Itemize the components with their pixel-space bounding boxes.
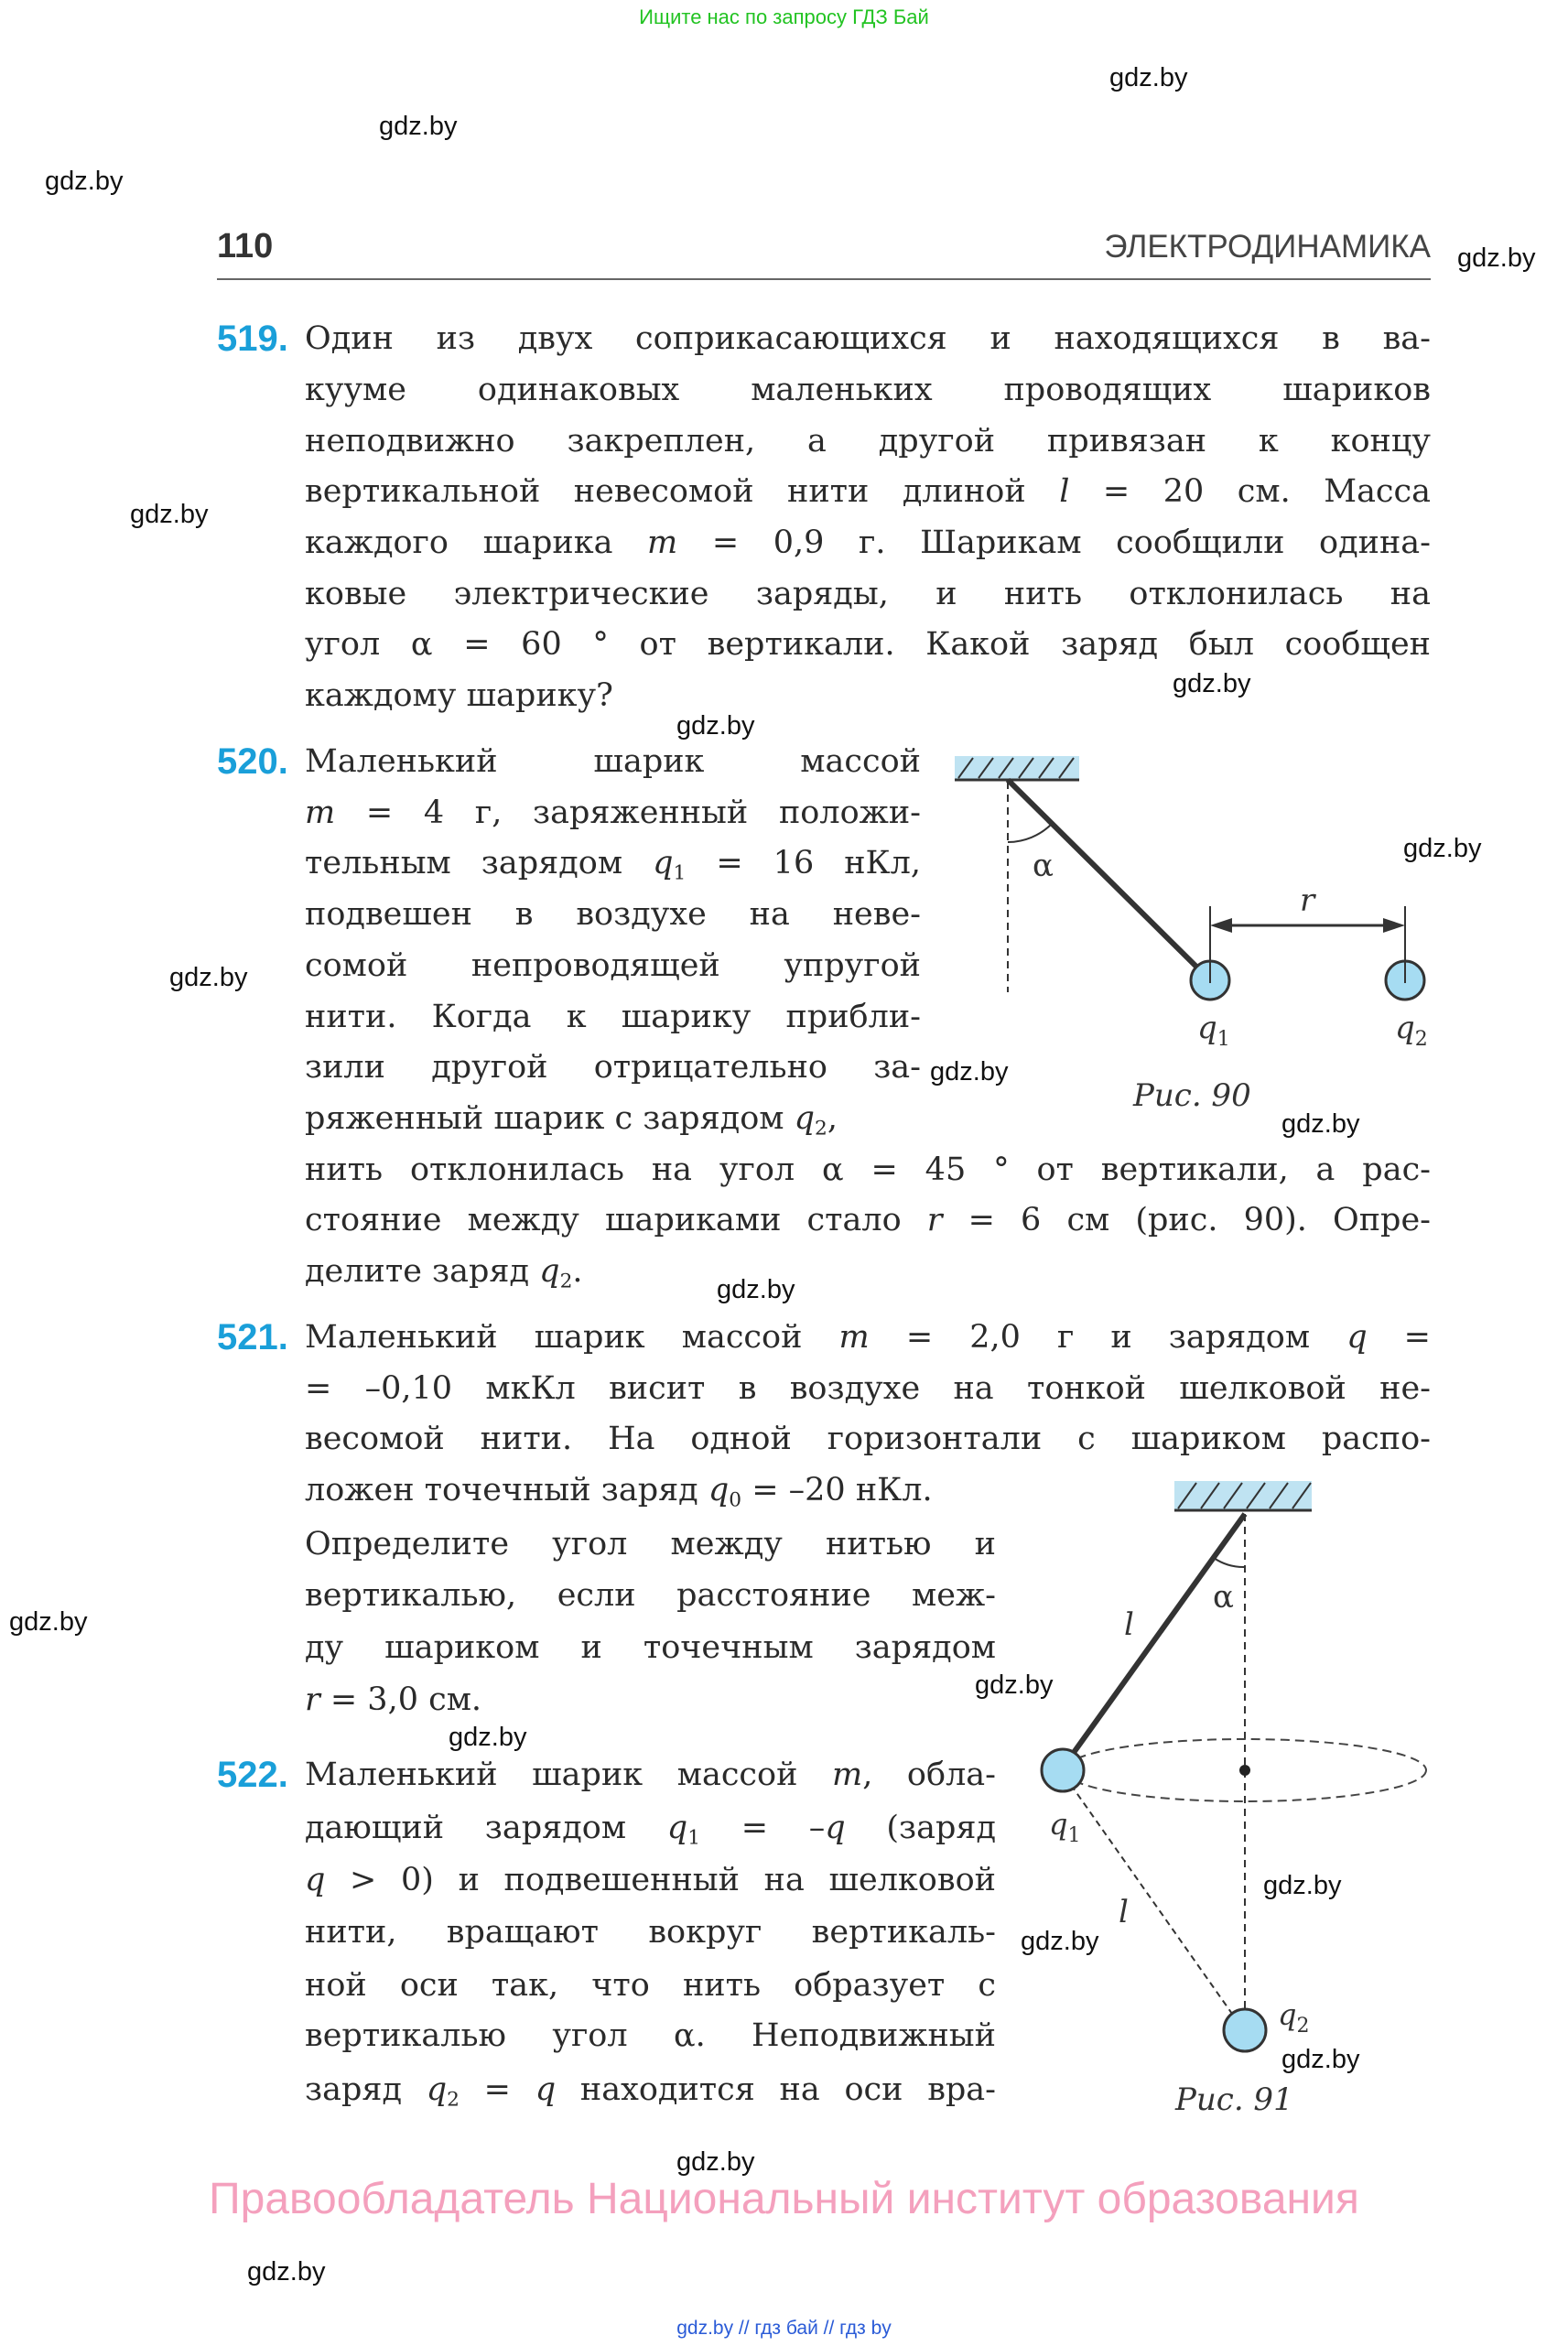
watermark: gdz.by bbox=[717, 1275, 795, 1304]
page-number: 110 bbox=[217, 227, 274, 265]
problem-text-line: зили другой отрицательно за- bbox=[305, 1049, 921, 1086]
distance-label: r bbox=[1300, 882, 1315, 919]
alpha-label: α bbox=[1213, 1579, 1234, 1616]
copyright-footer: Правообладатель Национальный институт образования bbox=[209, 2175, 1359, 2223]
problem-text-line: угол α = 60 ° от вертикали. Какой заряд был сообщен bbox=[305, 626, 1431, 663]
problem-text-line: Маленький шарик массой bbox=[305, 743, 921, 780]
watermark: gdz.by bbox=[1173, 669, 1251, 698]
problem-number: 521. bbox=[217, 1317, 288, 1357]
watermark: gdz.by bbox=[1263, 1871, 1342, 1900]
problem-text-line: r = 3,0 см. bbox=[305, 1681, 482, 1718]
problem-text-line: кууме одинаковых маленьких проводящих шариков bbox=[305, 372, 1431, 408]
problem-text-line: вертикальной невесомой нити длиной l = 20 см. Масса bbox=[305, 473, 1432, 510]
ball-q1 bbox=[1042, 1749, 1084, 1791]
distance-line bbox=[1071, 1785, 1232, 2014]
watermark: gdz.by bbox=[9, 1607, 88, 1637]
watermark: gdz.by bbox=[247, 2257, 326, 2287]
problem-text-line: весомой нити. На одной горизонтали с шариком распо- bbox=[305, 1421, 1431, 1457]
watermark: gdz.by bbox=[930, 1057, 1009, 1087]
figure-90-caption: Рис. 90 bbox=[1133, 1077, 1251, 1114]
problem-text-line: ной оси так, что нить образует с bbox=[305, 1967, 996, 2004]
problem-text-line: делите заряд $q_2$. bbox=[305, 1253, 583, 1293]
figure-91-caption: Рис. 91 bbox=[1175, 2081, 1293, 2118]
distance-length-label: l bbox=[1119, 1894, 1129, 1930]
problem-text-line: Один из двух соприкасающихся и находящихся в ва- bbox=[305, 320, 1431, 357]
chapter-title: ЭЛЕКТРОДИНАМИКА bbox=[1104, 229, 1431, 265]
problem-text-line: дающий зарядом $q_1 = -q$ (заряд bbox=[305, 1810, 996, 1850]
problem-number: 519. bbox=[217, 319, 288, 359]
problem-number: 520. bbox=[217, 741, 288, 782]
angle-arc bbox=[1214, 1558, 1245, 1567]
thread-length-label: l bbox=[1124, 1606, 1134, 1643]
problem-text-line: Определите угол между нитью и bbox=[305, 1526, 996, 1562]
watermark: gdz.by bbox=[449, 1723, 527, 1752]
problem-text-line: нити. Когда к шарику прибли- bbox=[305, 999, 921, 1035]
problem-text-line: неподвижно закреплен, а другой привязан к концу bbox=[305, 423, 1431, 459]
q1-label: $q_1$ bbox=[1197, 1010, 1230, 1051]
alpha-label: α bbox=[1033, 848, 1054, 884]
watermark: gdz.by bbox=[1281, 2045, 1360, 2074]
problem-text-line: = –0,10 мкКл висит в воздухе на тонкой шелковой не- bbox=[305, 1370, 1431, 1407]
watermark: gdz.by bbox=[1457, 243, 1536, 273]
problem-text-line: вертикалью угол α. Неподвижный bbox=[305, 2017, 996, 2054]
q1-label: $q_1$ bbox=[1049, 1807, 1081, 1847]
watermark: gdz.by bbox=[676, 711, 755, 741]
problem-text-line: стояние между шариками стало r = 6 см (рис. 90). Опре- bbox=[305, 1202, 1431, 1238]
watermark: gdz.by bbox=[169, 963, 248, 992]
watermark: gdz.by bbox=[379, 112, 458, 141]
problem-text-line: сомой непроводящей упругой bbox=[305, 947, 921, 984]
problem-text-line: каждого шарика m = 0,9 г. Шарикам сообщили одина- bbox=[305, 524, 1431, 561]
watermark: gdz.by bbox=[1109, 63, 1188, 92]
problem-text-line: Маленький шарик массой m = 2,0 г и зарядом q = bbox=[305, 1319, 1432, 1356]
watermark: gdz.by bbox=[676, 2147, 755, 2177]
problem-text-line: подвешен в воздухе на неве- bbox=[305, 896, 921, 933]
problem-text-line: тельным зарядом $q_1 = 16$ нКл, bbox=[305, 845, 921, 885]
bottom-links[interactable]: gdz.by // гдз бай // гдз by bbox=[676, 2318, 892, 2339]
thread bbox=[1073, 1514, 1245, 1754]
watermark: gdz.by bbox=[1021, 1927, 1099, 1956]
problem-text-line: заряд $q_2 = q$ находится на оси вра- bbox=[305, 2071, 997, 2112]
problem-text-line: нить отклонилась на угол α = 45 ° от вертикали, а рас- bbox=[305, 1151, 1431, 1188]
problem-text-line: нити, вращают вокруг вертикаль- bbox=[305, 1914, 996, 1951]
problem-text-line: m = 4 г, заряженный положи- bbox=[305, 795, 921, 831]
problem-text-line: ду шариком и точечным зарядом bbox=[305, 1629, 996, 1666]
search-banner: Ищите нас по запросу ГДЗ Бай bbox=[639, 5, 929, 28]
watermark: gdz.by bbox=[1403, 834, 1482, 863]
ball-q2 bbox=[1224, 2009, 1266, 2051]
problem-text-line: ряженный шарик с зарядом $q_2$, bbox=[305, 1100, 838, 1141]
problem-text-line: вертикалью, если расстояние меж- bbox=[305, 1577, 996, 1614]
problem-text-line: q > 0) и подвешенный на шелковой bbox=[305, 1862, 996, 1898]
problem-text-line: ковые электрические заряды, и нить отклонилась на bbox=[305, 576, 1431, 612]
watermark: gdz.by bbox=[45, 167, 124, 196]
watermark: gdz.by bbox=[975, 1670, 1054, 1700]
orbit-center bbox=[1239, 1765, 1250, 1776]
q2-label: $q_2$ bbox=[1395, 1010, 1428, 1051]
problem-text-line: Маленький шарик массой m, обла- bbox=[305, 1757, 996, 1793]
watermark: gdz.by bbox=[1281, 1109, 1360, 1139]
q2-label: $q_2$ bbox=[1278, 1997, 1310, 2038]
ceiling-support bbox=[1174, 1481, 1312, 1510]
problem-number: 522. bbox=[217, 1755, 288, 1795]
problem-text-line: ложен точечный заряд $q_0 = -20$ нКл. bbox=[305, 1472, 933, 1512]
problem-text-line: каждому шарику? bbox=[305, 677, 613, 714]
watermark: gdz.by bbox=[130, 500, 209, 529]
